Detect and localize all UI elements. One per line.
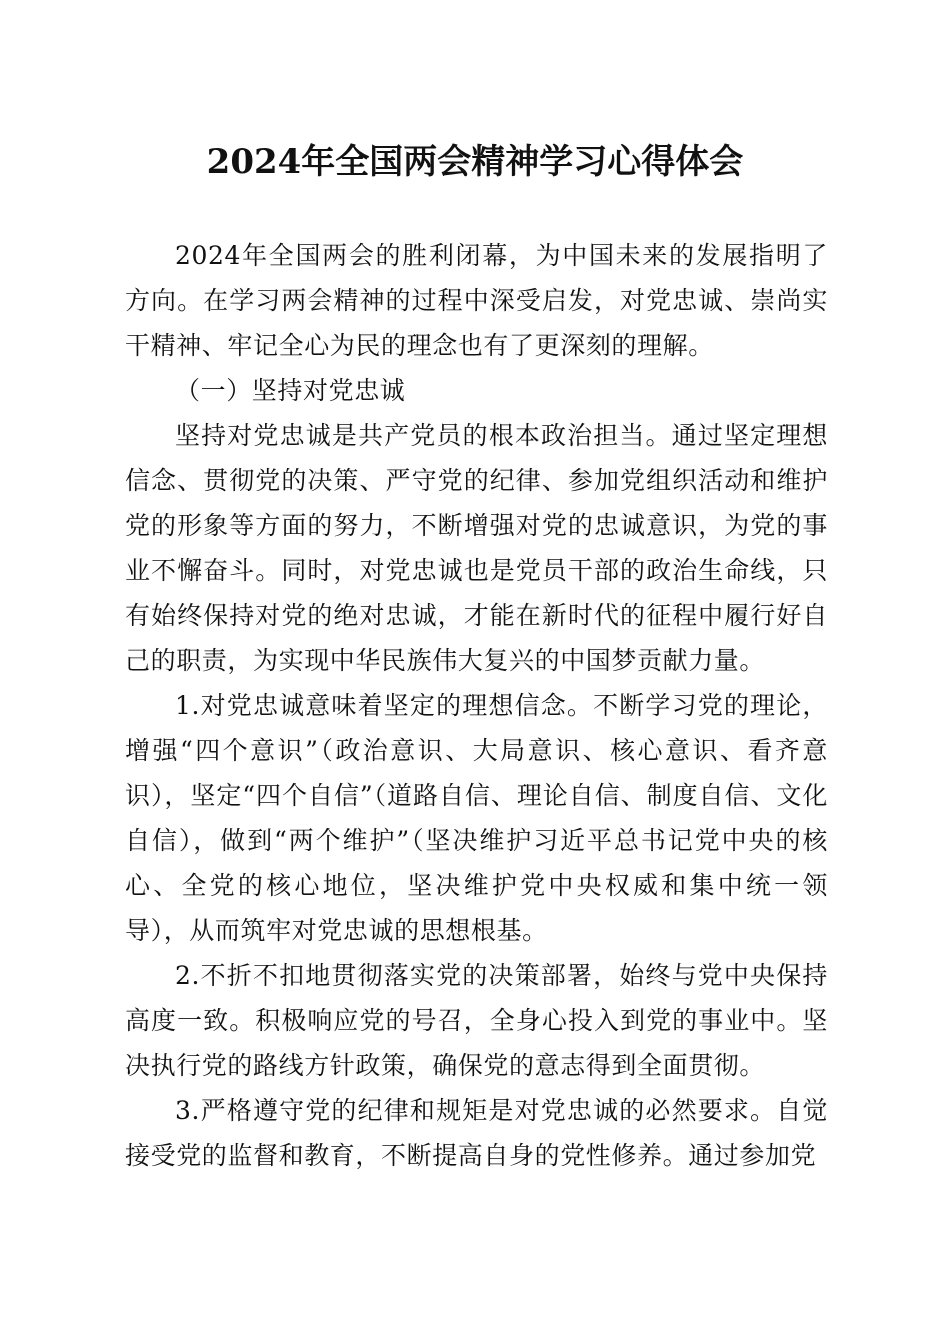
document-body [125, 233, 828, 1178]
document-title: 2024年全国两会精神学习心得体会 [206, 142, 744, 182]
point-3-paragraph: 3.严格遵守党的纪律和规矩是对党忠诚的必然要求。自觉接受党的监督和教育，不断提高自身的党性修养。通过参加党 [125, 1096, 828, 1170]
point-1-paragraph: 1.对党忠诚意味着坚定的理想信念。不断学习党的理论，增强“四个意识”（政治意识、大局意识、核心意识、看齐意识），坚定“四个自信”（道路自信、理论自信、制度自信、文化自信），做到“两个维护”（坚决维护习近平总书记党中央的核心、全党的核心地位，坚决维护党中央权威和集中统一领导），从而筑牢对党忠诚的思想根基。 [125, 691, 828, 945]
section-heading-1: （一）坚持对党忠诚 [175, 376, 406, 405]
point-2-paragraph: 2.不折不扣地贯彻落实党的决策部署，始终与党中央保持高度一致。积极响应党的号召，全身心投入到党的事业中。坚决执行党的路线方针政策，确保党的意志得到全面贯彻。 [125, 961, 828, 1080]
intro-paragraph: 2024年全国两会的胜利闭幕，为中国未来的发展指明了方向。在学习两会精神的过程中深受启发，对党忠诚、崇尚实干精神、牢记全心为民的理念也有了更深刻的理解。 [125, 241, 828, 360]
section-1-paragraph: 坚持对党忠诚是共产党员的根本政治担当。通过坚定理想信念、贯彻党的决策、严守党的纪律、参加党组织活动和维护党的形象等方面的努力，不断增强对党的忠诚意识，为党的事业不懈奋斗。同时，对党忠诚也是党员干部的政治生命线，只有始终保持对党的绝对忠诚，才能在新时代的征程中履行好自己的职责，为实现中华民族伟大复兴的中国梦贡献力量。 [125, 421, 828, 675]
